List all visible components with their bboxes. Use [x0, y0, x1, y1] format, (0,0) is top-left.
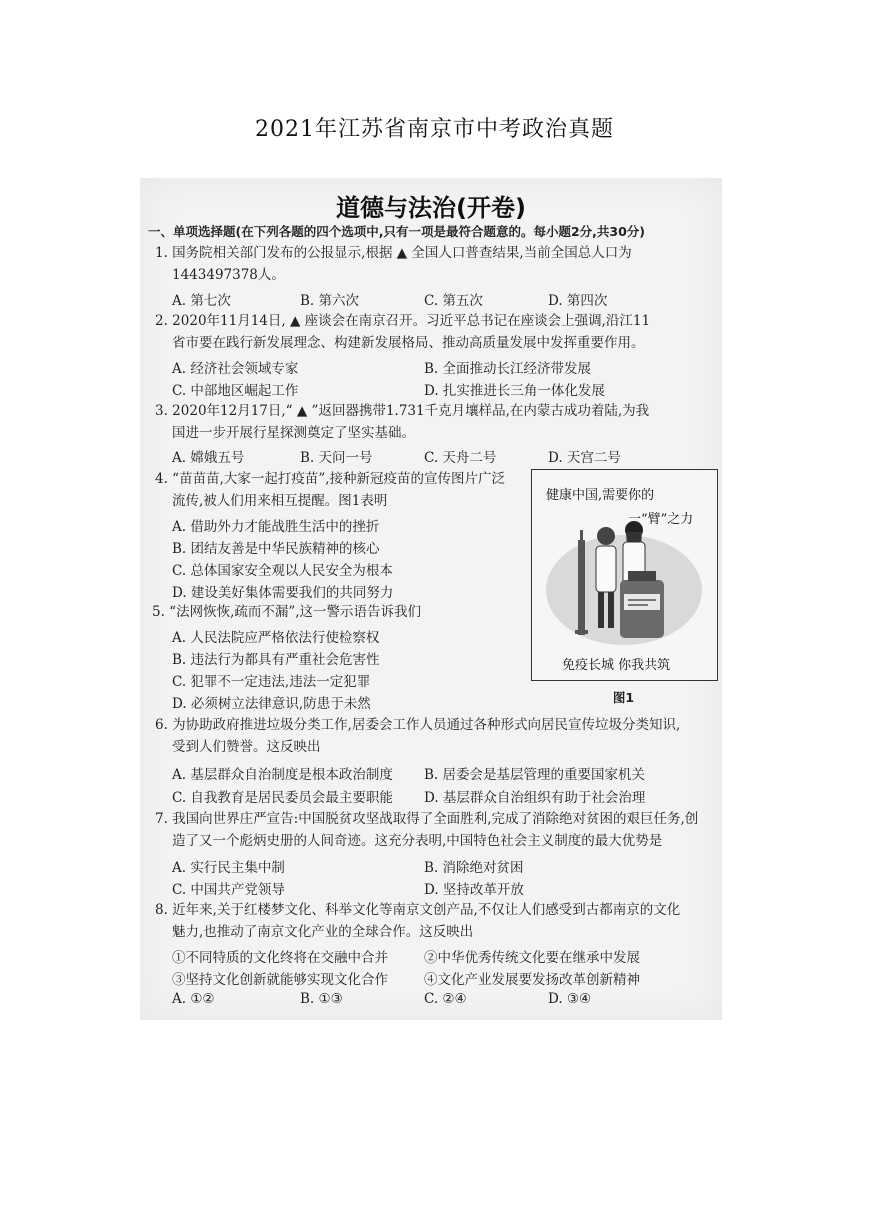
q8-option-d: D. ③④	[548, 991, 592, 1007]
q1-option-a: A. 第七次	[172, 293, 231, 309]
q8-stem-line2: 魅力,也推动了南京文化产业的全球合作。这反映出	[172, 924, 474, 940]
q7-option-c: C. 中国共产党领导	[172, 882, 285, 898]
q6-option-c: C. 自我教育是居民委员会最主要职能	[172, 790, 393, 806]
poster-slogan-line2: 一“臂”之力	[628, 512, 694, 527]
q3-option-b: B. 天问一号	[300, 450, 373, 466]
document-title: 2021年江苏省南京市中考政治真题	[255, 117, 614, 142]
section-heading: 一、单项选择题(在下列各题的四个选项中,只有一项是最符合题意的。每小题2分,共30分)	[148, 224, 646, 239]
q2-option-b: B. 全面推动长江经济带发展	[424, 361, 592, 377]
q3-option-c: C. 天舟二号	[424, 450, 497, 466]
q8-option-a: A. ①②	[172, 991, 215, 1007]
q8-option-b: B. ①③	[300, 991, 343, 1007]
q6-option-d: D. 基层群众自治组织有助于社会治理	[424, 790, 646, 806]
q5-option-a: A. 人民法院应严格依法行使检察权	[172, 630, 380, 646]
q8-stem-line1: 8. 近年来,关于红楼梦文化、科举文化等南京文创产品,不仅让人们感受到古都南京的文化	[155, 902, 681, 918]
q4-option-a: A. 借助外力才能战胜生活中的挫折	[172, 519, 380, 535]
q7-stem-line1: 7. 我国向世界庄严宣告:中国脱贫攻坚战取得了全面胜利,完成了消除绝对贫困的艰巨任务,创	[155, 811, 699, 827]
q1-stem-line2: 1443497378人。	[172, 267, 285, 283]
q8-statement-2: ②中华优秀传统文化要在继承中发展	[424, 950, 640, 966]
q2-stem-line1: 2. 2020年11月14日, ▲ 座谈会在南京召开。习近平总书记在座谈会上强调,沿江11	[155, 313, 651, 329]
q8-option-c: C. ②④	[424, 991, 467, 1007]
q3-stem-line1: 3. 2020年12月17日,“ ▲ ”返回器携带1.731千克月壤样品,在内蒙古成功着陆,为我	[155, 403, 650, 419]
poster-slogan-line1: 健康中国,需要你的	[546, 488, 655, 503]
q5-option-c: C. 犯罪不一定违法,违法一定犯罪	[172, 674, 371, 690]
q7-option-d: D. 坚持改革开放	[424, 882, 524, 898]
q8-statement-3: ③坚持文化创新就能够实现文化合作	[172, 972, 388, 988]
q2-option-a: A. 经济社会领域专家	[172, 361, 299, 377]
q3-option-a: A. 嫦娥五号	[172, 450, 245, 466]
q8-statement-1: ①不同特质的文化终将在交融中合并	[172, 950, 388, 966]
q1-option-c: C. 第五次	[424, 293, 483, 309]
q7-stem-line2: 造了又一个彪炳史册的人间奇迹。这充分表明,中国特色社会主义制度的最大优势是	[172, 833, 663, 849]
q5-option-b: B. 违法行为都具有严重社会危害性	[172, 652, 380, 668]
q6-option-a: A. 基层群众自治制度是根本政治制度	[172, 767, 393, 783]
q3-option-d: D. 天宫二号	[548, 450, 621, 466]
q7-option-a: A. 实行民主集中制	[172, 860, 285, 876]
q4-stem-line1: 4. “苗苗苗,大家一起打疫苗”,接种新冠疫苗的宣传图片广泛	[155, 471, 506, 487]
figure-1-vaccine-poster	[531, 469, 718, 681]
q3-stem-line2: 国进一步开展行星探测奠定了坚实基础。	[172, 425, 415, 441]
q6-stem-line1: 6. 为协助政府推进垃圾分类工作,居委会工作人员通过各种形式向居民宣传垃圾分类知识,	[155, 717, 681, 733]
exam-title: 道德与法治(开卷)	[336, 194, 526, 222]
q6-option-b: B. 居委会是基层管理的重要国家机关	[424, 767, 646, 783]
q1-option-d: D. 第四次	[548, 293, 608, 309]
q1-stem-line1: 1. 国务院相关部门发布的公报显示,根据 ▲ 全国人口普查结果,当前全国总人口为	[155, 245, 632, 261]
scanned-exam-page	[140, 178, 722, 1020]
q7-option-b: B. 消除绝对贫困	[424, 860, 524, 876]
q2-stem-line2: 省市要在践行新发展理念、构建新发展格局、推动高质量发展中发挥重要作用。	[172, 335, 645, 351]
q4-option-b: B. 团结友善是中华民族精神的核心	[172, 541, 380, 557]
q5-stem: 5. “法网恢恢,疏而不漏”,这一警示语告诉我们	[152, 604, 422, 620]
q2-option-d: D. 扎实推进长三角一体化发展	[424, 383, 605, 399]
poster-slogan-bottom: 免疫长城 你我共筑	[562, 658, 671, 673]
q5-option-d: D. 必须树立法律意识,防患于未然	[172, 696, 371, 712]
q4-stem-line2: 流传,被人们用来相互提醒。图1表明	[172, 493, 388, 509]
q4-option-c: C. 总体国家安全观以人民安全为根本	[172, 563, 393, 579]
figure-1-caption: 图1	[612, 690, 635, 705]
q4-option-d: D. 建设美好集体需要我们的共同努力	[172, 585, 394, 601]
q8-statement-4: ④文化产业发展要发扬改革创新精神	[424, 972, 640, 988]
q2-option-c: C. 中部地区崛起工作	[172, 383, 299, 399]
q1-option-b: B. 第六次	[300, 293, 360, 309]
q6-stem-line2: 受到人们赞誉。这反映出	[172, 739, 321, 755]
